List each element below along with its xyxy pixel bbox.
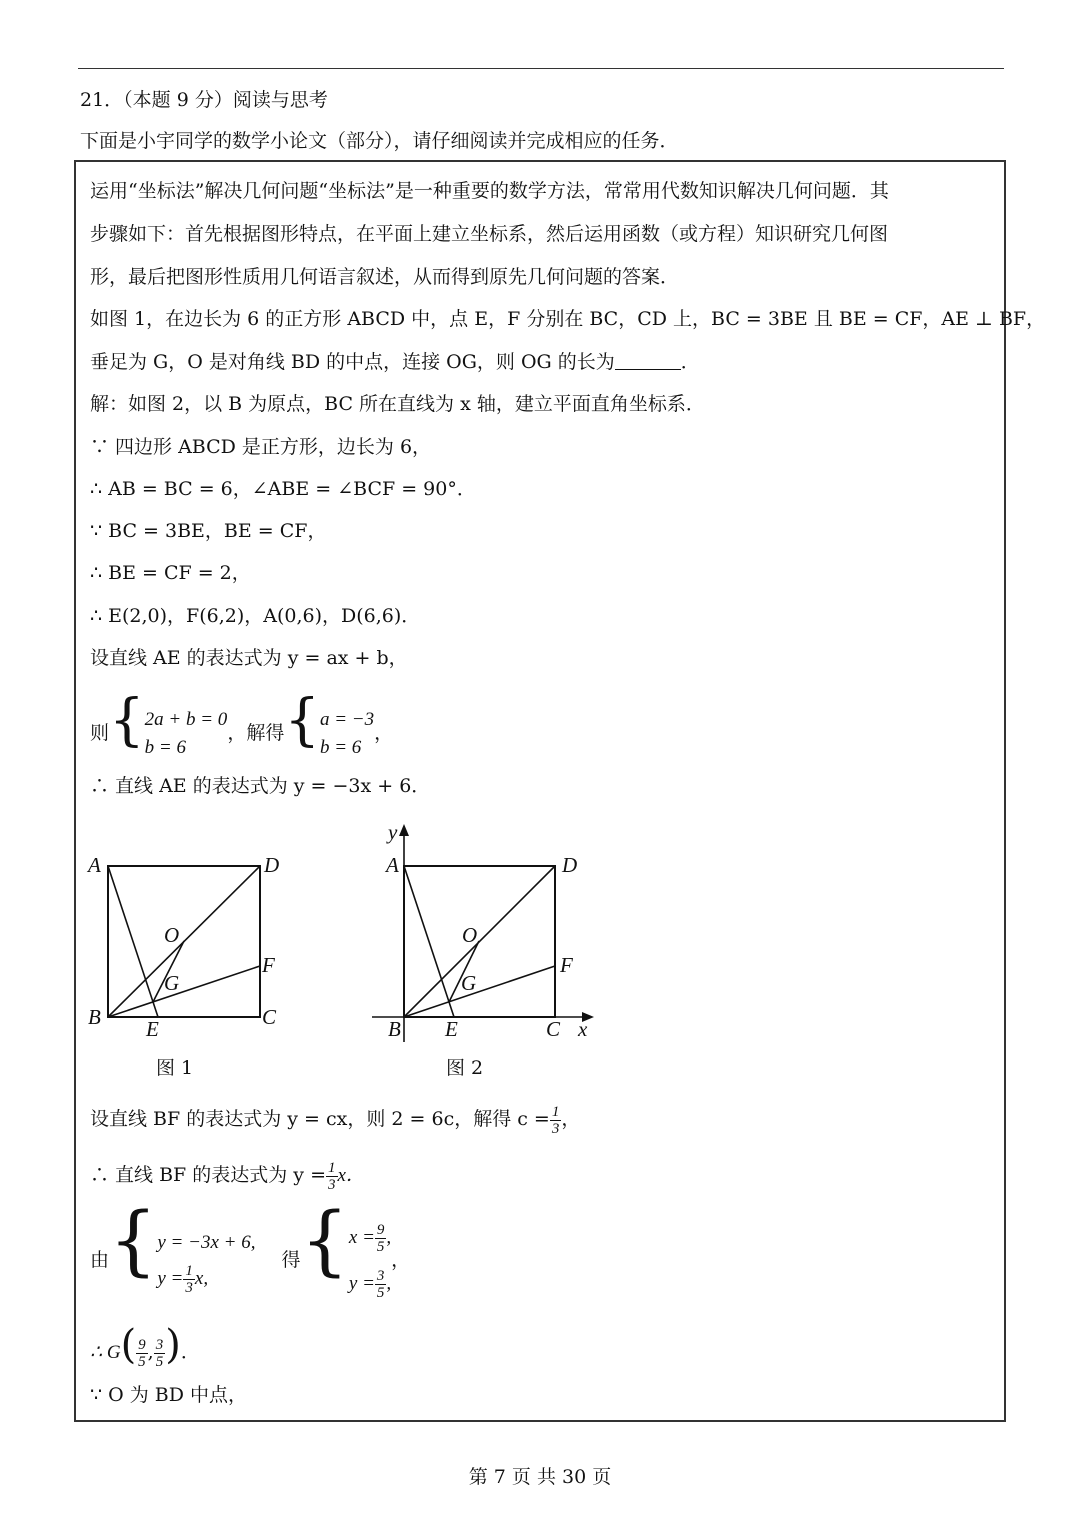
- numerator: 1: [185, 1263, 193, 1280]
- essay-paragraph-2: 步骤如下：首先根据图形特点，在平面上建立坐标系，然后运用函数（或方程）知识研究几何图: [90, 223, 889, 245]
- figure-1-caption: 图 1: [156, 1057, 194, 1079]
- segment-bf: [108, 966, 260, 1017]
- solution-line-10: [90, 1097, 580, 1141]
- solution-line-11: [90, 1153, 365, 1197]
- fraction-three-fifths: [375, 1268, 387, 1301]
- text: ∴ 直线 BF 的表达式为 y =: [90, 1164, 326, 1186]
- get-label: 得: [281, 1249, 301, 1271]
- solution-line-3: ∴ AB = BC = 6，∠ABE = ∠BCF = 90°．: [90, 478, 476, 500]
- problem-end: ．: [680, 351, 700, 373]
- solution-line-1: 解：如图 2，以 B 为原点，BC 所在直线为 x 轴，建立平面直角坐标系．: [90, 393, 705, 415]
- solution-line-4: ∵ BC = 3BE，BE = CF，: [90, 520, 327, 542]
- brace: {: [109, 688, 145, 753]
- segment-ae: [404, 866, 454, 1017]
- equation: b = 6: [144, 737, 186, 758]
- essay-paragraph-1: 运用“坐标法”解决几何问题“坐标法”是一种重要的数学方法，常常用代数知识解决几何问题．其: [90, 180, 889, 202]
- punctuation: ．: [180, 1341, 200, 1363]
- fraction-one-third: [183, 1263, 195, 1296]
- solution-line-13: [90, 1322, 200, 1368]
- fig1-label-f: F: [262, 953, 275, 977]
- denominator: 5: [155, 1353, 164, 1370]
- paren-open: (: [120, 1322, 137, 1368]
- fig1-label-g: G: [164, 971, 180, 995]
- punctuation: ，: [374, 722, 394, 744]
- equation-system-1: [145, 706, 228, 762]
- fig2-label-e: E: [445, 1017, 458, 1041]
- comma: ,: [147, 1341, 154, 1363]
- brace: {: [109, 1195, 158, 1284]
- solution-line-6: ∴ E(2,0)，F(6,2)，A(0,6)，D(6,6)．: [90, 605, 421, 627]
- solution-line-14: ∵ O 为 BD 中点，: [90, 1384, 248, 1406]
- fraction-three-fifths: [154, 1337, 166, 1370]
- solution-line-9: ∴ 直线 AE 的表达式为 y = −3x + 6．: [90, 775, 431, 797]
- fig2-label-a: A: [386, 853, 399, 877]
- then-label: 则: [90, 722, 110, 744]
- solution-line-8: [90, 688, 394, 758]
- by-label: 由: [90, 1249, 110, 1271]
- equation: b = 6: [319, 737, 362, 758]
- punctuation: ，: [391, 1249, 411, 1271]
- fig2-label-g: G: [461, 971, 477, 995]
- fig1-label-b: B: [88, 1005, 101, 1029]
- equation: [349, 1261, 391, 1307]
- text: y =: [157, 1268, 184, 1289]
- text: ,: [386, 1227, 392, 1248]
- text: x,: [194, 1268, 209, 1289]
- solution-line-2: ∵ 四边形 ABCD 是正方形，边长为 6，: [90, 436, 432, 458]
- equation-system-3: [157, 1225, 255, 1297]
- text: 设直线 BF 的表达式为 y = cx，则 2 = 6c，解得 c =: [90, 1108, 550, 1130]
- fraction-nine-fifths: [375, 1222, 387, 1255]
- fig1-label-c: C: [262, 1005, 277, 1029]
- numerator: 3: [155, 1336, 164, 1353]
- numerator: 9: [138, 1336, 146, 1353]
- fig1-label-a: A: [88, 853, 101, 877]
- problem-text: 垂足为 G，O 是对角线 BD 的中点，连接 OG，则 OG 的长为: [90, 351, 615, 373]
- segment-bf: [404, 966, 555, 1017]
- text: ∴ G: [90, 1342, 121, 1363]
- essay-paragraph-3: 形，最后把图形性质用几何语言叙述，从而得到原先几何问题的答案．: [90, 266, 680, 288]
- equation: [349, 1215, 391, 1261]
- solve-label: ，解得: [227, 722, 285, 744]
- page-number: 第 7 页 共 30 页: [468, 1466, 612, 1488]
- y-axis-arrow: [399, 824, 409, 836]
- segment-ae: [108, 866, 158, 1017]
- fig2-label-y: y: [388, 820, 398, 844]
- fraction-one-third: [326, 1160, 338, 1193]
- solution-line-5: ∴ BE = CF = 2，: [90, 562, 251, 584]
- equation: [157, 1261, 255, 1297]
- fig2-label-b: B: [388, 1017, 401, 1041]
- denominator: 3: [185, 1280, 193, 1297]
- problem-statement-1: 如图 1，在边长为 6 的正方形 ABCD 中，点 E，F 分别在 BC，CD 上，BC = 3BE 且 BE = CF，AE ⊥ BF，: [90, 308, 1046, 330]
- numerator: 9: [376, 1222, 385, 1239]
- fig2-label-f: F: [560, 953, 573, 977]
- numerator: 1: [328, 1159, 336, 1176]
- question-intro: 下面是小宇同学的数学小论文（部分），请仔细阅读并完成相应的任务．: [80, 130, 679, 152]
- equation: 2a + b = 0: [144, 709, 228, 730]
- denominator: 5: [376, 1285, 385, 1302]
- fig2-label-x: x: [578, 1017, 588, 1041]
- text: x =: [348, 1227, 375, 1248]
- text: ,: [386, 1273, 392, 1294]
- fig1-label-e: E: [146, 1017, 159, 1041]
- denominator: 5: [138, 1353, 146, 1370]
- solution-line-7: 设直线 AE 的表达式为 y = ax + b，: [90, 647, 408, 669]
- fig1-label-o: O: [164, 923, 180, 947]
- fraction-one-third: [550, 1104, 562, 1137]
- paren-close: ): [165, 1322, 181, 1368]
- equation-system-4: [349, 1215, 391, 1307]
- fraction-nine-fifths: [136, 1337, 148, 1370]
- figure-2-caption: 图 2: [446, 1057, 484, 1079]
- fig2-label-c: C: [546, 1017, 561, 1041]
- problem-statement-2: [90, 350, 700, 374]
- denominator: 5: [376, 1239, 385, 1256]
- denominator: 3: [551, 1120, 560, 1137]
- numerator: 1: [551, 1103, 560, 1120]
- equation-system-2: [320, 706, 374, 762]
- question-header: 21．（本题 9 分）阅读与思考: [80, 89, 328, 111]
- brace: {: [284, 688, 320, 753]
- text: y =: [348, 1273, 375, 1294]
- punctuation: ，: [561, 1108, 581, 1130]
- top-rule: [78, 68, 1004, 69]
- fig2-label-d: D: [562, 853, 578, 877]
- denominator: 3: [328, 1176, 336, 1193]
- text: x．: [337, 1165, 365, 1186]
- answer-blank: [615, 351, 681, 370]
- numerator: 3: [376, 1268, 385, 1285]
- equation: a = −3: [319, 709, 375, 730]
- fig2-label-o: O: [462, 923, 478, 947]
- solution-line-12: [90, 1195, 411, 1310]
- equation: y = −3x + 6,: [157, 1232, 256, 1253]
- fig1-label-d: D: [264, 853, 280, 877]
- brace: {: [300, 1195, 349, 1284]
